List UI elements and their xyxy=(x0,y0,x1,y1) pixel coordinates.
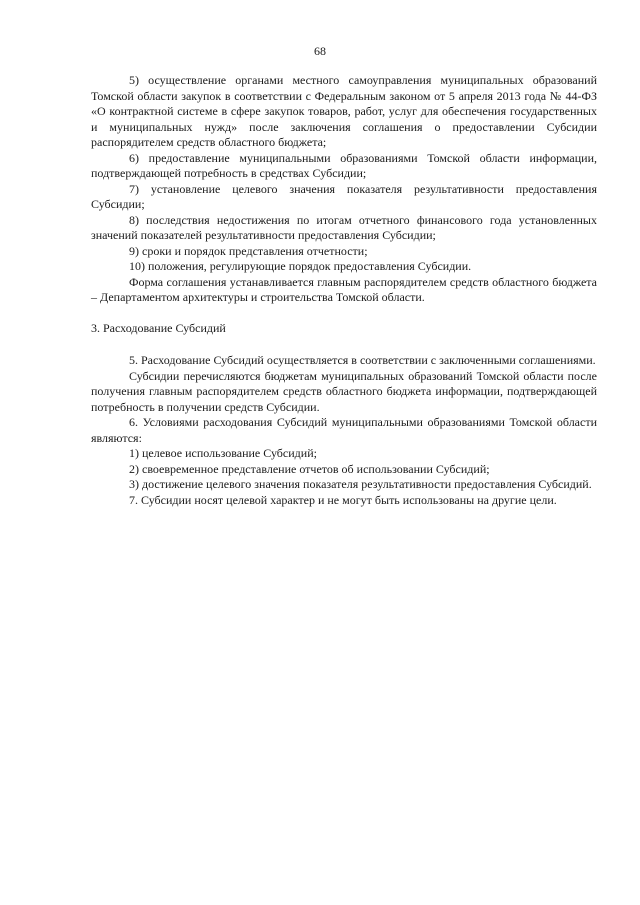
paragraph-item-6: 6) предоставление муниципальными образованиями Томской области информации, подтверждающей потребность в средствах Субсидии; xyxy=(91,150,597,180)
page-number: 68 xyxy=(314,44,326,58)
paragraph-item-5: 5) осуществление органами местного самоуправления муниципальных образований Томской области закупок в соответствии с Федеральным законом от 5 апреля 2013 года № 44-ФЗ «О контрактной системе в сфере закупок товаров, работ, услуг для обеспечения государственных и муниципальных нужд» после заключения соглашения о предоставлении Субсидии распорядителем средств областного бюджета; xyxy=(91,73,597,149)
section-heading: 3. Расходование Субсидий xyxy=(91,320,226,335)
paragraph-agreement-form: Форма соглашения устанавливается главным распорядителем средств областного бюджета – Департаментом архитектуры и строительства Томской области. xyxy=(91,274,597,304)
paragraph-condition-2: 2) своевременное представление отчетов об использовании Субсидий; xyxy=(129,461,490,476)
paragraph-item-9: 9) сроки и порядок представления отчетности; xyxy=(129,243,368,258)
document-body xyxy=(91,73,597,508)
paragraph-condition-3: 3) достижение целевого значения показателя результативности предоставления Субсидий. xyxy=(129,477,592,491)
paragraph-transfer: Субсидии перечисляются бюджетам муниципальных образований Томской области после получения главным распорядителем средств областного бюджета информации, подтверждающей потребность в получении средств Субсидии. xyxy=(91,368,597,414)
paragraph-clause-5: 5. Расходование Субсидий осуществляется в соответствии с заключенными соглашениями. xyxy=(129,353,596,367)
paragraph-clause-7: 7. Субсидии носят целевой характер и не могут быть использованы на другие цели. xyxy=(129,492,557,507)
paragraph-clause-6: 6. Условиями расходования Субсидий муниципальными образованиями Томской области являются: xyxy=(91,415,597,445)
paragraph-item-7: 7) установление целевого значения показателя результативности предоставления Субсидии; xyxy=(91,181,597,211)
paragraph-item-8: 8) последствия недостижения по итогам отчетного финансового года установленных значений показателей результативности предоставления Субсидии; xyxy=(91,212,597,242)
paragraph-condition-1: 1) целевое использование Субсидий; xyxy=(129,446,317,460)
paragraph-item-10: 10) положения, регулирующие порядок предоставления Субсидии. xyxy=(129,259,472,273)
